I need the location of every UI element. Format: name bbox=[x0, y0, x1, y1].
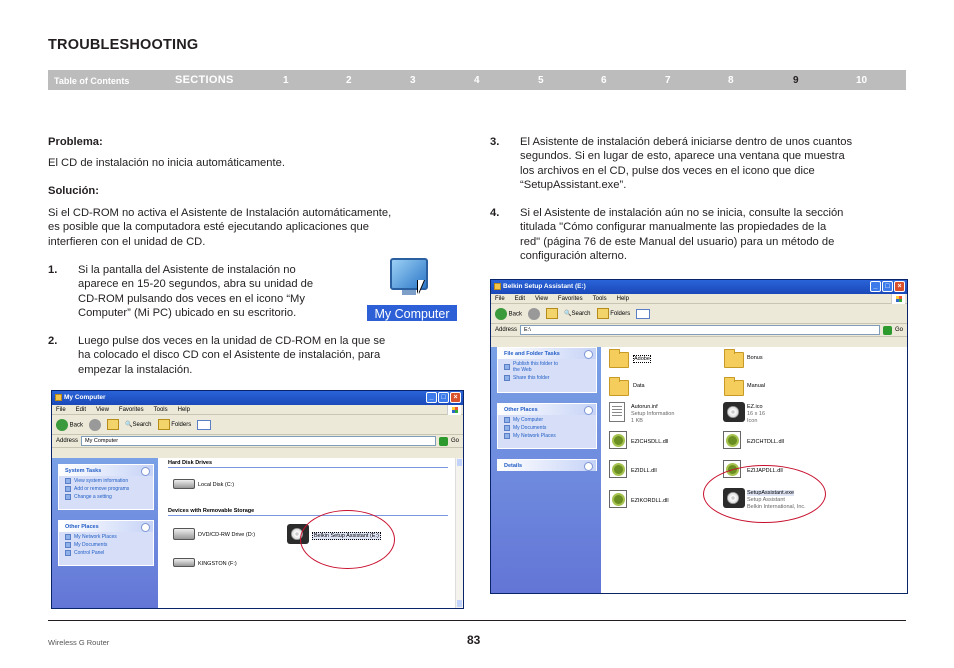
problem-text: El CD de instalación no inicia automáticamente. bbox=[48, 157, 285, 169]
back-arrow-icon bbox=[56, 419, 68, 431]
page-number: 83 bbox=[467, 633, 481, 647]
file-desc-setup: Setup Assistant bbox=[747, 497, 785, 503]
file-label-ezichsdll[interactable]: EZICHSDLL.dll bbox=[631, 439, 669, 445]
belkin-setup-drive-label[interactable]: Belkin Setup Assistant (E:) bbox=[314, 533, 379, 539]
local-disk-icon[interactable] bbox=[173, 479, 195, 489]
footer-product-name: Wireless G Router bbox=[48, 638, 110, 647]
address-label: Address bbox=[56, 438, 79, 444]
file-label-data[interactable]: Data bbox=[633, 383, 645, 389]
maximize-button[interactable]: □ bbox=[438, 392, 449, 403]
menu-bar bbox=[52, 405, 463, 415]
task-label: Change a setting bbox=[74, 494, 112, 500]
task-label: View system information bbox=[74, 478, 129, 484]
panel-title[interactable]: System Tasks bbox=[59, 465, 153, 476]
up-folder-icon[interactable] bbox=[546, 308, 558, 319]
file-label-ezijapdll[interactable]: EZIJAPDLL.dll bbox=[747, 468, 783, 474]
step-text bbox=[520, 206, 843, 264]
kingston-drive-label[interactable]: KINGSTON (F:) bbox=[198, 561, 237, 567]
step-line: Luego pulse dos veces en la unidad de CD-ROM en la que se bbox=[78, 335, 386, 347]
window-title: My Computer bbox=[64, 394, 106, 401]
menu-edit[interactable]: Edit bbox=[75, 407, 87, 413]
my-computer-desktop-icon bbox=[366, 258, 458, 322]
place-label: My Documents bbox=[513, 425, 547, 431]
go-icon[interactable] bbox=[883, 326, 892, 335]
highlight-circle bbox=[703, 465, 826, 523]
section-nav bbox=[48, 70, 906, 90]
panel-title[interactable]: Details bbox=[498, 460, 596, 471]
problem-label: Problema: bbox=[48, 136, 103, 148]
removable-storage-heading: Devices with Removable Storage bbox=[168, 508, 255, 514]
publish-web-icon bbox=[504, 364, 510, 370]
folders-icon bbox=[597, 308, 609, 319]
folder-icon[interactable] bbox=[724, 380, 744, 396]
menu-file[interactable]: File bbox=[495, 296, 505, 302]
table-of-contents-link[interactable]: Table of Contents bbox=[54, 76, 130, 86]
panel-title[interactable]: Other Places bbox=[59, 521, 153, 532]
window-content bbox=[491, 347, 907, 593]
file-label-ezichtdll[interactable]: EZICHTDLL.dll bbox=[747, 439, 784, 445]
address-bar bbox=[52, 435, 463, 448]
step-number: 4. bbox=[490, 207, 500, 219]
menu-favorites[interactable]: Favorites bbox=[118, 407, 144, 413]
task-link[interactable] bbox=[59, 484, 153, 492]
control-panel-icon bbox=[65, 550, 71, 556]
programs-icon bbox=[65, 486, 71, 492]
views-button[interactable] bbox=[636, 309, 650, 319]
place-link[interactable] bbox=[59, 548, 153, 556]
menu-view[interactable]: View bbox=[96, 407, 109, 413]
dvd-drive-icon[interactable] bbox=[173, 528, 195, 540]
nav-section-1[interactable]: 1 bbox=[283, 75, 289, 86]
panel-title[interactable]: File and Folder Tasks bbox=[498, 348, 596, 359]
file-label-manual[interactable]: Manual bbox=[747, 383, 766, 389]
menu-edit[interactable]: Edit bbox=[514, 296, 526, 302]
dll-file-icon[interactable] bbox=[609, 490, 627, 508]
place-label: My Network Places bbox=[74, 534, 117, 540]
place-link[interactable] bbox=[498, 431, 596, 439]
file-size-autorun: 1 KB bbox=[631, 418, 643, 424]
step-1 bbox=[48, 263, 368, 323]
ez-icon-file-icon[interactable] bbox=[723, 402, 745, 422]
file-folder-tasks-panel bbox=[497, 347, 597, 393]
step-line: titulada "Cómo configurar manualmente las propiedades de la bbox=[520, 221, 827, 234]
folders-button[interactable] bbox=[158, 419, 192, 430]
place-link[interactable] bbox=[498, 415, 596, 423]
place-label: My Computer bbox=[513, 417, 544, 423]
file-company-setup: Belkin International, Inc. bbox=[747, 504, 806, 510]
address-label: Address bbox=[495, 327, 518, 333]
task-link[interactable] bbox=[59, 492, 153, 500]
step-text bbox=[78, 263, 313, 321]
my-computer-window bbox=[51, 390, 464, 609]
nav-section-8[interactable]: 8 bbox=[728, 75, 734, 86]
nav-section-7[interactable]: 7 bbox=[665, 75, 671, 86]
menu-favorites[interactable]: Favorites bbox=[557, 296, 583, 302]
settings-icon bbox=[65, 494, 71, 500]
step-line: CD-ROM pulsando dos veces en el icono “My bbox=[78, 292, 305, 305]
toolbar bbox=[491, 304, 907, 324]
forward-button[interactable] bbox=[528, 308, 540, 320]
back-button[interactable] bbox=[56, 419, 83, 431]
system-tasks-panel bbox=[58, 464, 154, 510]
file-type-ezico: Icon bbox=[747, 418, 758, 424]
menu-file[interactable]: File bbox=[56, 407, 66, 413]
toolbar bbox=[52, 415, 463, 435]
step-text bbox=[520, 135, 852, 193]
step-number: 3. bbox=[490, 136, 500, 148]
task-link[interactable] bbox=[59, 476, 153, 484]
place-link[interactable] bbox=[59, 540, 153, 548]
nav-section-4[interactable]: 4 bbox=[474, 75, 480, 86]
address-bar bbox=[491, 324, 907, 337]
window-title-bar bbox=[491, 280, 907, 294]
file-label-setup[interactable]: SetupAssistant.exe bbox=[747, 490, 795, 496]
step-line: ha colocado el disco CD con el Asistente de instalación, para bbox=[78, 349, 381, 362]
step-line: segundos. Si en lugar de esto, aparece una ventana que muestra bbox=[520, 150, 845, 163]
back-label: Back bbox=[508, 311, 523, 318]
file-label-autorun[interactable]: Autorun.inf bbox=[631, 404, 658, 410]
folder-icon[interactable] bbox=[609, 380, 629, 396]
step-2 bbox=[48, 334, 468, 380]
step-line: aparece en 15-20 segundos, abra su unidad de bbox=[78, 278, 314, 291]
step-line: “SetupAssistant.exe”. bbox=[520, 179, 627, 192]
place-link[interactable] bbox=[498, 423, 596, 431]
belkin-cd-window bbox=[490, 279, 908, 594]
close-button[interactable]: × bbox=[450, 392, 461, 403]
place-label: My Documents bbox=[74, 542, 108, 548]
back-button[interactable] bbox=[495, 308, 522, 320]
menu-bar bbox=[491, 294, 907, 304]
window-title-bar bbox=[52, 391, 463, 405]
folders-label: Folders bbox=[610, 311, 631, 318]
other-places-panel bbox=[497, 403, 597, 449]
step-line: Si el Asistente de instalación aún no se inicia, consulte la sección bbox=[520, 207, 844, 219]
task-pane bbox=[491, 347, 601, 593]
menu-help[interactable]: Help bbox=[177, 407, 190, 413]
address-input[interactable]: E:\ bbox=[520, 325, 880, 335]
place-label: Control Panel bbox=[74, 550, 105, 556]
back-label: Back bbox=[69, 422, 84, 429]
solution-label: Solución: bbox=[48, 185, 99, 197]
file-type-autorun: Setup Information bbox=[631, 411, 675, 417]
page-title: TROUBLESHOOTING bbox=[48, 37, 199, 53]
solution-text bbox=[48, 206, 458, 249]
nav-section-2[interactable]: 2 bbox=[346, 75, 352, 86]
solution-line: Si el CD-ROM no activa el Asistente de Instalación automáticamente, bbox=[48, 207, 392, 219]
file-label-bonus[interactable]: Bonus bbox=[747, 355, 763, 361]
menu-view[interactable]: View bbox=[535, 296, 548, 302]
step-line: Computer” (Mi PC) ubicado en su escritorio. bbox=[78, 307, 297, 320]
menu-help[interactable]: Help bbox=[616, 296, 629, 302]
solution-line: interfieren con el unidad de CD. bbox=[48, 235, 206, 248]
computer-icon bbox=[504, 417, 510, 423]
step-3 bbox=[490, 135, 910, 195]
other-places-panel bbox=[58, 520, 154, 566]
folders-icon bbox=[158, 419, 170, 430]
divider bbox=[168, 515, 448, 516]
mouse-cursor-icon bbox=[418, 280, 424, 294]
documents-icon bbox=[65, 542, 71, 548]
solution-line: es posible que la computadora esté ejecutando aplicaciones que bbox=[48, 221, 369, 234]
network-icon bbox=[504, 433, 510, 439]
hard-disk-drives-heading: Hard Disk Drives bbox=[168, 460, 213, 466]
info-icon bbox=[65, 478, 71, 484]
task-link[interactable] bbox=[498, 373, 596, 381]
task-label: Add or remove programs bbox=[74, 486, 130, 492]
step-line: empezar la instalación. bbox=[78, 363, 193, 376]
folders-label: Folders bbox=[171, 422, 192, 429]
dll-file-icon[interactable] bbox=[723, 431, 741, 449]
forward-button[interactable] bbox=[89, 419, 101, 431]
task-label: Share this folder bbox=[513, 375, 550, 381]
documents-icon bbox=[504, 425, 510, 431]
step-number: 1. bbox=[48, 264, 58, 276]
up-folder-icon[interactable] bbox=[107, 419, 119, 430]
step-number: 2. bbox=[48, 335, 58, 347]
cd-icon bbox=[494, 283, 501, 290]
step-line: El Asistente de instalación deberá iniciarse dentro de unos cuantos bbox=[520, 136, 853, 148]
windows-logo-icon bbox=[447, 405, 461, 415]
step-line: red" (página 76 de este Manual del usuario) para un método de bbox=[520, 235, 835, 248]
my-computer-caption: My Computer bbox=[366, 304, 458, 322]
task-pane bbox=[52, 458, 158, 608]
highlight-circle bbox=[300, 510, 395, 569]
task-label: Publish this folder to the Web bbox=[513, 361, 559, 373]
vertical-scrollbar[interactable] bbox=[455, 458, 463, 608]
file-label-ezico[interactable]: EZ.ico bbox=[747, 404, 763, 410]
search-label: Search bbox=[571, 311, 591, 317]
window-title: Belkin Setup Assistant (E:) bbox=[503, 283, 586, 290]
panel-title[interactable]: Other Places bbox=[498, 404, 596, 415]
nav-section-10[interactable]: 10 bbox=[856, 75, 868, 86]
folder-icon[interactable] bbox=[609, 352, 629, 368]
file-dim-ezico: 16 x 16 bbox=[747, 411, 766, 417]
step-text bbox=[78, 334, 385, 377]
dll-file-icon[interactable] bbox=[609, 431, 627, 449]
step-4 bbox=[490, 206, 910, 266]
close-button[interactable]: × bbox=[894, 281, 905, 292]
nav-section-6[interactable]: 6 bbox=[601, 75, 607, 86]
views-button[interactable] bbox=[197, 420, 211, 430]
search-button[interactable]: 🔍Search bbox=[125, 422, 152, 428]
place-link[interactable] bbox=[59, 532, 153, 540]
nav-section-9-current[interactable]: 9 bbox=[793, 75, 799, 86]
go-label[interactable]: Go bbox=[450, 438, 459, 444]
minimize-button[interactable]: _ bbox=[426, 392, 437, 403]
file-label-ezikordll[interactable]: EZIKORDLL.dll bbox=[631, 498, 669, 504]
share-folder-icon bbox=[504, 375, 510, 381]
dll-file-icon[interactable] bbox=[609, 460, 627, 478]
step-line: los archivos en el CD, pulse dos veces en el icono que dice bbox=[520, 164, 815, 177]
file-label-ezidll[interactable]: EZIDLL.dll bbox=[631, 468, 657, 474]
window-content bbox=[52, 458, 463, 608]
step-line: configuración alterno. bbox=[520, 250, 627, 263]
dvd-drive-label[interactable]: DVD/CD-RW Drive (D:) bbox=[198, 532, 256, 538]
go-label[interactable]: Go bbox=[894, 327, 903, 333]
footer-rule bbox=[48, 620, 906, 621]
folder-icon bbox=[55, 394, 62, 401]
search-button[interactable]: 🔍Search bbox=[564, 311, 591, 317]
settings-file-icon[interactable] bbox=[609, 402, 625, 422]
task-link[interactable] bbox=[498, 359, 596, 373]
nav-section-5[interactable]: 5 bbox=[538, 75, 544, 86]
local-disk-label[interactable]: Local Disk (C:) bbox=[198, 482, 235, 488]
folder-icon[interactable] bbox=[724, 352, 744, 368]
back-arrow-icon bbox=[495, 308, 507, 320]
maximize-button[interactable]: □ bbox=[882, 281, 893, 292]
place-label: My Network Places bbox=[513, 433, 556, 439]
go-icon[interactable] bbox=[439, 437, 448, 446]
folders-button[interactable] bbox=[597, 308, 631, 319]
sections-label: SECTIONS bbox=[175, 74, 234, 86]
details-panel bbox=[497, 459, 597, 471]
menu-tools[interactable]: Tools bbox=[592, 296, 607, 302]
menu-tools[interactable]: Tools bbox=[153, 407, 168, 413]
nav-section-3[interactable]: 3 bbox=[410, 75, 416, 86]
network-icon bbox=[65, 534, 71, 540]
address-input[interactable]: My Computer bbox=[81, 436, 436, 446]
search-label: Search bbox=[132, 422, 152, 428]
file-label-adobe[interactable]: Adobe bbox=[634, 356, 650, 362]
minimize-button[interactable]: _ bbox=[870, 281, 881, 292]
windows-logo-icon bbox=[891, 294, 905, 304]
usb-drive-icon[interactable] bbox=[173, 558, 195, 567]
step-line: Si la pantalla del Asistente de instalación no bbox=[78, 264, 296, 276]
divider bbox=[168, 467, 448, 468]
